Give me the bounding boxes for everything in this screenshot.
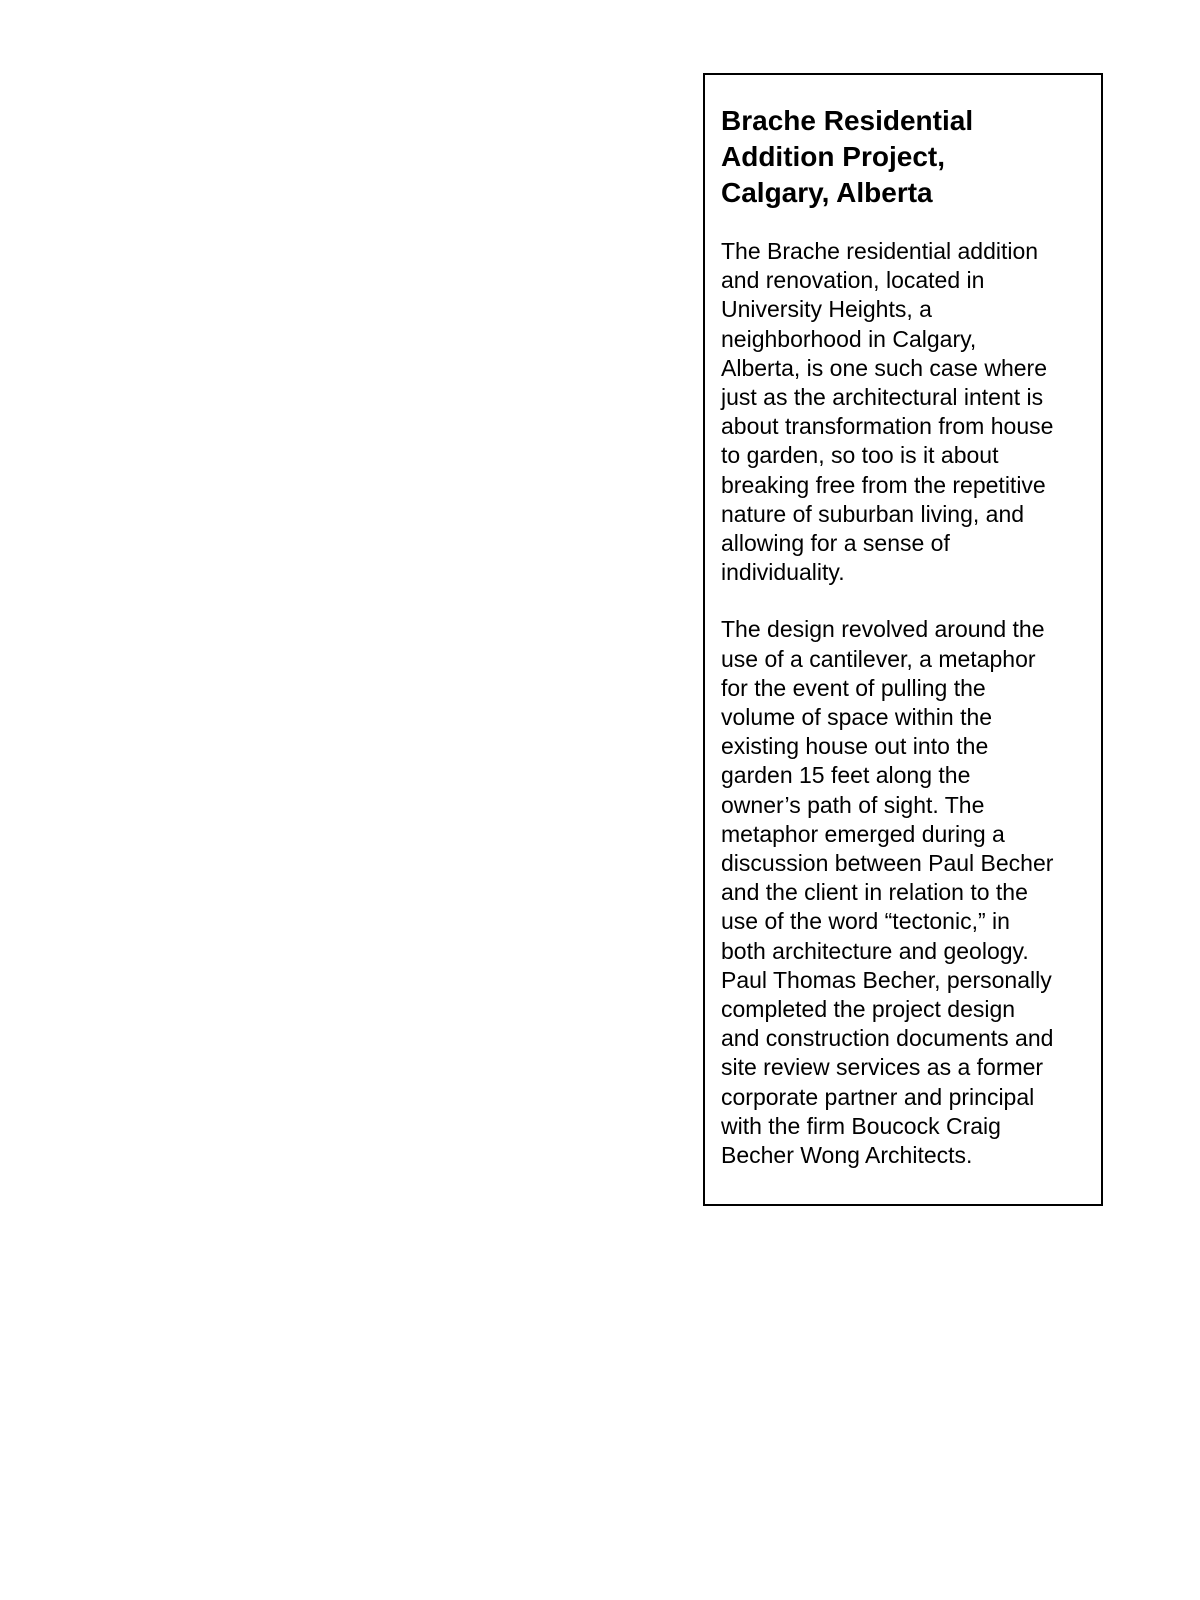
text-line: nature of suburban living, and [721, 500, 1025, 527]
text-line: individuality. [721, 559, 845, 586]
text-line: neighborhood in Calgary, [721, 325, 977, 352]
text-line: completed the project design [721, 996, 1016, 1023]
text-line: and the client in relation to the [721, 879, 1028, 906]
text-line: and construction documents and [721, 1025, 1054, 1052]
text-line: Alberta, is one such case where [721, 354, 1048, 381]
title-line: Brache Residential [721, 105, 974, 136]
text-line: for the event of pulling the [721, 674, 986, 701]
text-line: about transformation from house [721, 413, 1054, 440]
text-line: and renovation, located in [721, 267, 985, 294]
text-line: corporate partner and principal [721, 1083, 1035, 1110]
text-line: volume of space within the [721, 704, 993, 731]
title-line: Calgary, Alberta [721, 177, 933, 208]
text-line: Paul Thomas Becher, personally [721, 966, 1052, 993]
text-line: breaking free from the repetitive [721, 471, 1046, 498]
text-line: metaphor emerged during a [721, 820, 1005, 847]
paragraph-intro [721, 237, 1085, 587]
text-line: University Heights, a [721, 296, 932, 323]
text-line: site review services as a former [721, 1054, 1044, 1081]
project-description-box [703, 73, 1103, 1206]
text-line: with the firm Boucock Craig [721, 1112, 1001, 1139]
text-line: use of a cantilever, a metaphor [721, 645, 1036, 672]
text-line: The design revolved around the [721, 616, 1045, 643]
title-line: Addition Project, [721, 141, 945, 172]
text-line: discussion between Paul Becher [721, 850, 1054, 877]
text-line: owner’s path of sight. The [721, 791, 985, 818]
text-line: both architecture and geology. [721, 937, 1029, 964]
text-line: use of the word “tectonic,” in [721, 908, 1010, 935]
text-line: garden 15 feet along the [721, 762, 971, 789]
text-line: allowing for a sense of [721, 530, 950, 557]
text-line: existing house out into the [721, 733, 989, 760]
text-line: just as the architectural intent is [721, 384, 1044, 411]
paragraph-design [721, 615, 1085, 1170]
text-line: Becher Wong Architects. [721, 1142, 973, 1169]
text-line: to garden, so too is it about [721, 442, 999, 469]
text-line: The Brache residential addition [721, 238, 1039, 264]
project-title [721, 103, 1085, 211]
